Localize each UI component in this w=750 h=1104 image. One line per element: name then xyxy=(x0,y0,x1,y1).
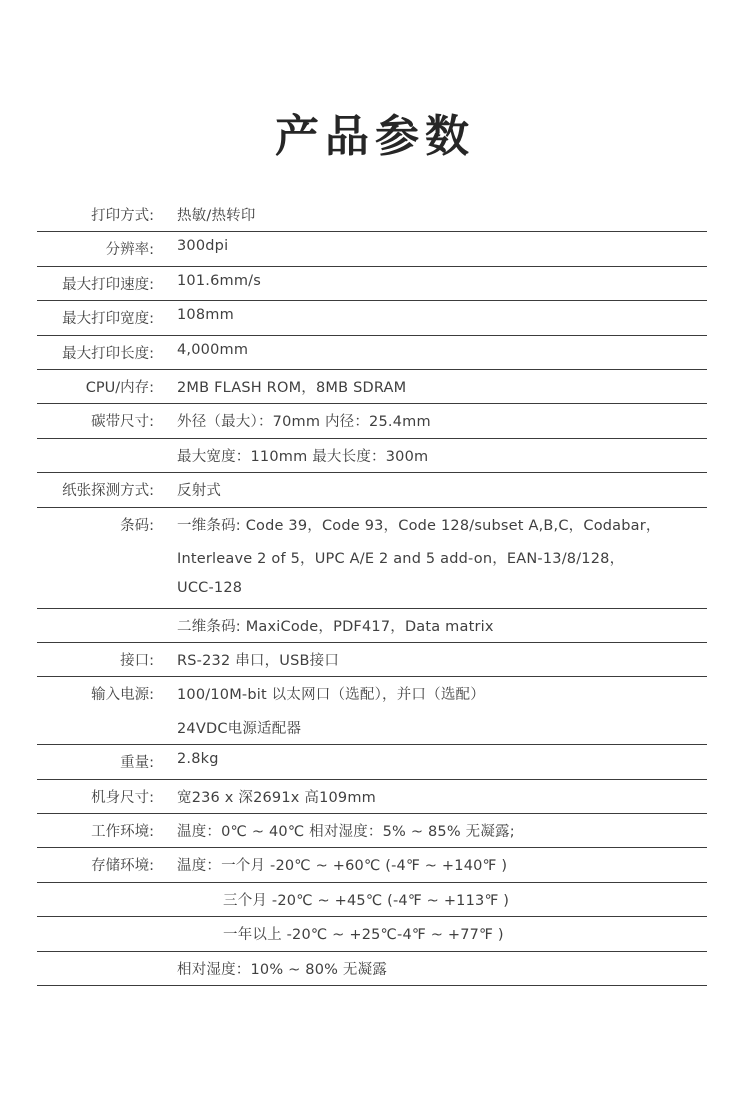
spec-row xyxy=(37,301,707,335)
spec-label: 最大打印长度: xyxy=(62,345,154,362)
spec-row xyxy=(37,541,707,574)
spec-label: 接口: xyxy=(120,653,154,670)
spec-row xyxy=(37,609,707,643)
spec-label: 重量: xyxy=(120,755,154,772)
spec-value: 108mm xyxy=(177,307,234,324)
spec-row xyxy=(37,643,707,677)
spec-row xyxy=(37,848,707,882)
spec-row xyxy=(37,711,707,745)
spec-value: 2MB FLASH ROM，8MB SDRAM xyxy=(177,379,407,396)
spec-row xyxy=(37,952,707,986)
spec-row xyxy=(37,198,707,232)
spec-row xyxy=(37,814,707,848)
spec-label: CPU/内存: xyxy=(85,379,154,396)
spec-label: 存储环境: xyxy=(91,858,154,875)
spec-label: 碳带尺寸: xyxy=(91,414,154,431)
spec-value: 热敏/热转印 xyxy=(177,208,256,224)
spec-value: 反射式 xyxy=(177,483,222,500)
spec-label: 最大打印宽度: xyxy=(62,311,154,328)
spec-label: 打印方式: xyxy=(91,208,154,224)
spec-row xyxy=(37,574,707,608)
spec-value: 300dpi xyxy=(177,238,229,255)
spec-value: 一年以上 -20℃ ~ +25℃-4℉ ~ +77℉ ) xyxy=(223,927,504,944)
spec-value: 100/10M-bit 以太网口（选配），并口（选配） xyxy=(177,687,485,704)
spec-value: 三个月 -20℃ ~ +45℃ (-4℉ ~ +113℉ ) xyxy=(223,892,510,909)
spec-row xyxy=(37,404,707,438)
spec-value: 温度：一个月 -20℃ ~ +60℃ (-4℉ ~ +140℉ ) xyxy=(177,858,508,875)
spec-label: 机身尺寸: xyxy=(91,789,154,806)
spec-value: 4,000mm xyxy=(177,341,249,358)
spec-row xyxy=(37,370,707,404)
spec-value: 宽236 x 深2691x 高109mm xyxy=(177,789,376,806)
spec-value: 101.6mm/s xyxy=(177,272,261,289)
spec-row xyxy=(37,677,707,710)
spec-value: 温度：0℃ ~ 40℃ 相对湿度：5% ~ 85% 无凝露; xyxy=(177,824,515,841)
spec-value: 外径（最大）：70mm 内径：25.4mm xyxy=(177,414,431,431)
spec-row xyxy=(37,473,707,507)
spec-value: 一维条码: Code 39，Code 93，Code 128/subset A,B,C，Codabar， xyxy=(177,517,661,534)
spec-label: 工作环境: xyxy=(91,824,154,841)
spec-row xyxy=(37,745,707,779)
spec-row xyxy=(37,267,707,301)
spec-row xyxy=(37,336,707,370)
spec-label: 纸张探测方式: xyxy=(62,483,154,500)
spec-label: 分辨率: xyxy=(105,242,154,259)
spec-value: 24VDC电源适配器 xyxy=(177,720,302,737)
spec-row xyxy=(37,883,707,917)
spec-row xyxy=(37,780,707,814)
spec-row xyxy=(37,232,707,266)
spec-value: 最大宽度：110mm 最大长度：300m xyxy=(177,448,429,465)
page-title: 产品参数 xyxy=(275,111,475,162)
spec-value: 2.8kg xyxy=(177,751,219,768)
spec-value: RS-232 串口，USB接口 xyxy=(177,653,340,670)
spec-value: UCC-128 xyxy=(177,580,243,597)
spec-row xyxy=(37,917,707,951)
spec-table xyxy=(37,198,707,986)
spec-label: 条码: xyxy=(120,517,154,534)
spec-label: 最大打印速度: xyxy=(62,276,154,293)
spec-label: 输入电源: xyxy=(91,687,154,704)
spec-row xyxy=(37,439,707,473)
spec-value: 二维条码: MaxiCode，PDF417，Data matrix xyxy=(177,618,494,635)
spec-value: Interleave 2 of 5，UPC A/E 2 and 5 add-on，EAN-13/8/128， xyxy=(177,550,625,567)
spec-value: 相对湿度：10% ~ 80% 无凝露 xyxy=(177,961,388,978)
spec-row xyxy=(37,508,707,541)
